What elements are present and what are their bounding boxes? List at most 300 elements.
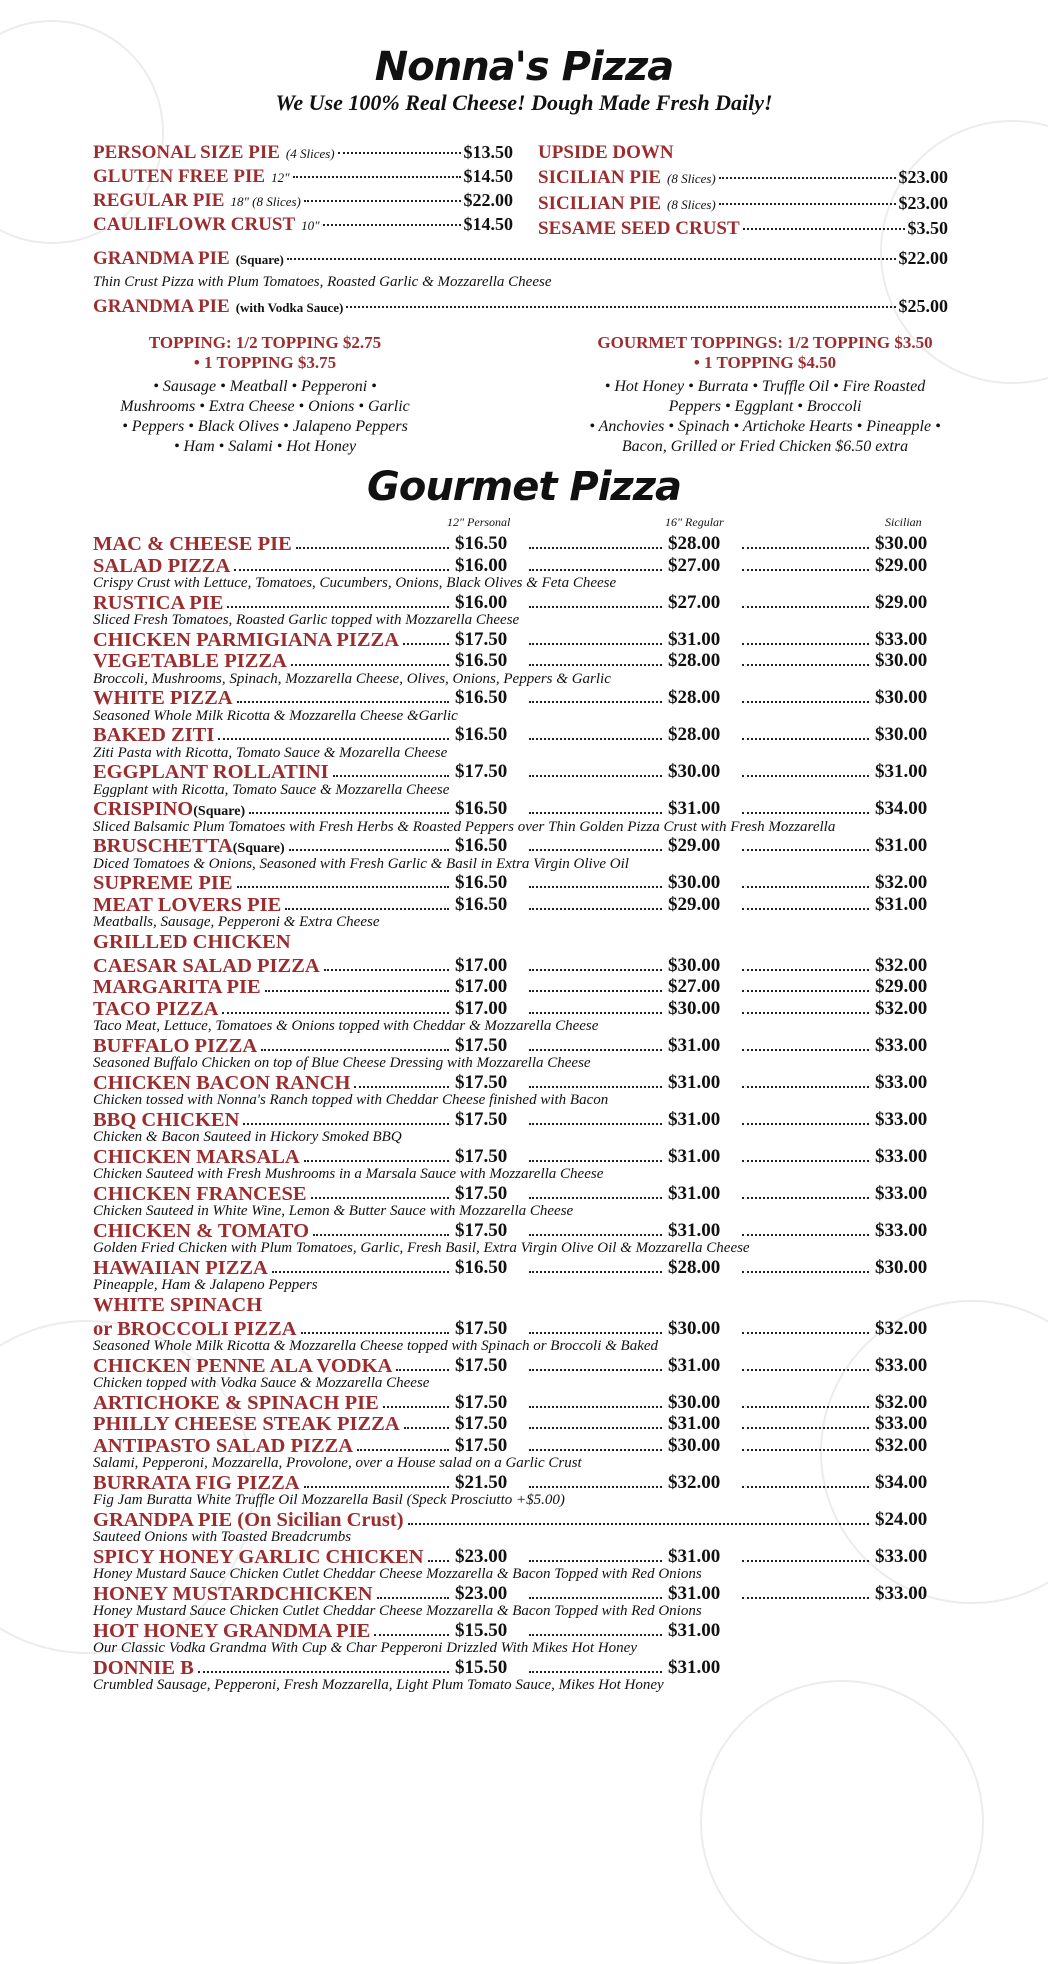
menu-item (93, 1472, 943, 1494)
item-price: $16.00 (455, 591, 508, 613)
item-note: 12" (271, 170, 290, 185)
leader-dots (742, 1449, 869, 1451)
item-price: $33.00 (875, 1354, 928, 1376)
leader-dots (742, 908, 869, 910)
item-name: CHICKEN MARSALA (93, 1145, 300, 1168)
list-item (93, 190, 513, 212)
item-price: $25.00 (898, 296, 948, 316)
item-name: EGGPLANT ROLLATINI (93, 761, 329, 783)
item-price: $21.50 (455, 1471, 508, 1493)
item-price: $15.50 (455, 1619, 508, 1641)
leader-dots (529, 1086, 662, 1088)
leader-dots (529, 990, 662, 992)
item-note: 10" (301, 218, 320, 233)
leader-dots (742, 1332, 869, 1334)
leader-dots (408, 1523, 869, 1525)
item-size-note: (Square) (193, 804, 246, 819)
item-description: Taco Meat, Lettuce, Tomatoes & Onions topped with Cheddar & Mozzarella Cheese (93, 1018, 599, 1034)
item-price: $17.00 (455, 976, 508, 997)
leader-dots (222, 1012, 449, 1014)
item-price: $22.00 (898, 248, 948, 268)
item-name: SPICY HONEY GARLIC CHICKEN (93, 1545, 424, 1568)
leader-dots (304, 1486, 449, 1488)
toppings-line: • Hot Honey • Burrata • Truffle Oil • Fire Roasted (604, 378, 926, 395)
leader-dots (742, 738, 869, 740)
item-price: $33.00 (875, 1034, 928, 1056)
item-description: Golden Fried Chicken with Plum Tomatoes, Garlic, Fresh Basil, Extra Virgin Olive Oil & Mozzarella Cheese (93, 1240, 750, 1256)
item-price: $32.00 (875, 1391, 928, 1413)
leader-dots (742, 701, 869, 703)
item-name: CHICKEN & TOMATO (93, 1219, 310, 1242)
item-price: $32.00 (668, 1471, 721, 1493)
item-price: $30.00 (668, 1391, 721, 1413)
item-name-prefix: WHITE SPINACH (93, 1293, 263, 1316)
menu-item (93, 650, 943, 672)
item-description: Salami, Pepperoni, Mozzarella, Provolone, over a House salad on a Garlic Crust (93, 1455, 582, 1471)
item-price: $16.50 (455, 1256, 508, 1278)
item-name: WHITE PIZZA (93, 687, 233, 709)
item-size-note: (Square) (232, 841, 285, 856)
item-name: REGULAR PIE (93, 190, 225, 211)
leader-dots (529, 738, 662, 740)
menu-item (93, 1620, 943, 1642)
item-price: $14.50 (463, 166, 513, 186)
item-price: $30.00 (668, 1434, 721, 1456)
leader-dots (237, 701, 449, 703)
menu-item (93, 976, 943, 998)
menu-item (93, 555, 943, 577)
item-name: CRISPINO(Square) (93, 798, 246, 820)
item-price: $33.00 (875, 1413, 928, 1434)
item-price: $17.50 (455, 1391, 508, 1413)
item-name: CHICKEN PENNE ALA VODKA (93, 1354, 393, 1377)
item-price: $17.50 (455, 1071, 508, 1093)
menu-item (93, 1318, 943, 1340)
item-name: MARGARITA PIE (93, 976, 261, 998)
menu-item (93, 592, 943, 614)
menu-item (93, 1546, 943, 1568)
leader-dots (529, 1560, 662, 1562)
list-item (538, 218, 948, 240)
leader-dots (529, 1160, 662, 1162)
leader-dots (529, 1234, 662, 1236)
leader-dots (357, 1449, 449, 1451)
item-price: $30.00 (875, 533, 928, 554)
list-item (93, 296, 948, 318)
item-price: $16.50 (455, 798, 508, 819)
item-name: BUFFALO PIZZA (93, 1034, 258, 1057)
item-description: Seasoned Whole Milk Ricotta & Mozzarella Cheese topped with Spinach or Broccoli & Baked (93, 1338, 659, 1354)
menu-item (93, 1509, 943, 1531)
gourmet-toppings-title: • 1 TOPPING $4.50 (693, 353, 837, 372)
list-item (93, 142, 513, 164)
leader-dots (304, 200, 461, 202)
leader-dots (742, 547, 869, 549)
item-price: $17.50 (455, 1219, 508, 1241)
leader-dots (742, 775, 869, 777)
item-price: $33.00 (875, 628, 928, 650)
menu-item (93, 1413, 943, 1435)
leader-dots (404, 1427, 449, 1429)
leader-dots (529, 1123, 662, 1125)
item-price: $31.00 (875, 835, 928, 856)
list-item (93, 248, 948, 270)
leader-dots (403, 643, 449, 645)
item-name: GLUTEN FREE PIE (93, 166, 266, 187)
leader-dots (529, 1634, 662, 1636)
item-price: $27.00 (668, 554, 721, 576)
item-price: $13.50 (463, 142, 513, 162)
item-description: Thin Crust Pizza with Plum Tomatoes, Roasted Garlic & Mozzarella Cheese (93, 274, 552, 290)
item-description: Ziti Pasta with Ricotta, Tomato Sauce & Mozarella Cheese (93, 744, 448, 761)
item-price: $31.00 (668, 1619, 721, 1641)
item-name: ARTICHOKE & SPINACH PIE (93, 1391, 379, 1414)
item-description: Honey Mustard Sauce Chicken Cutlet Cheddar Cheese Mozzarella & Bacon Topped with Red Onions (93, 1603, 702, 1619)
item-price: $30.00 (668, 954, 721, 976)
item-price: $31.00 (668, 1034, 721, 1056)
item-price: $28.00 (668, 533, 721, 554)
item-price: $24.00 (875, 1508, 928, 1530)
leader-dots (234, 569, 449, 571)
menu-item (93, 1257, 943, 1279)
leader-dots (346, 306, 895, 308)
item-name: HOT HONEY GRANDMA PIE (93, 1619, 371, 1642)
item-price: $31.00 (668, 1219, 721, 1241)
item-price: $17.50 (455, 1317, 508, 1339)
item-name: CAULIFLOWR CRUST (93, 214, 296, 235)
leader-dots (529, 886, 662, 888)
leader-dots (529, 664, 662, 666)
item-description: Our Classic Vodka Grandma With Cup & Char Pepperoni Drizzled With Mikes Hot Honey (93, 1640, 637, 1656)
leader-dots (529, 775, 662, 777)
leader-dots (529, 547, 662, 549)
item-description: Sliced Fresh Tomatoes, Roasted Garlic topped with Mozzarella Cheese (93, 612, 520, 628)
leader-dots (323, 224, 461, 226)
leader-dots (354, 1086, 449, 1088)
leader-dots (265, 990, 449, 992)
item-price: $14.50 (463, 214, 513, 234)
item-price: $28.00 (668, 724, 721, 745)
menu-item (93, 761, 943, 783)
item-description: Chicken tossed with Nonna's Ranch topped with Cheddar Cheese finished with Bacon (93, 1092, 609, 1108)
leader-dots (529, 908, 662, 910)
item-name: MEAT LOVERS PIE (93, 893, 282, 916)
item-name: HONEY MUSTARDCHICKEN (93, 1582, 373, 1605)
item-name: DONNIE B (93, 1656, 194, 1679)
menu-item (93, 724, 943, 746)
item-name: BBQ CHICKEN (93, 1108, 240, 1131)
leader-dots (529, 701, 662, 703)
item-price: $33.00 (875, 1545, 928, 1567)
leader-dots (742, 812, 869, 814)
toppings-line: • Sausage • Meatball • Pepperoni • (153, 378, 377, 395)
menu-item (93, 1392, 943, 1414)
leader-dots (289, 849, 449, 851)
upside-down-heading: UPSIDE DOWN (538, 142, 674, 163)
item-name: or BROCCOLI PIZZA (93, 1317, 297, 1340)
item-name: HAWAIIAN PIZZA (93, 1256, 268, 1279)
leader-dots (428, 1560, 449, 1562)
leader-dots (529, 1486, 662, 1488)
restaurant-name: Nonna's Pizza (374, 44, 674, 90)
item-description: Sliced Balsamic Plum Tomatoes with Fresh Herbs & Roasted Peppers over Thin Golden Pizza Crust with Fresh Mozzarella (93, 818, 836, 835)
item-price: $23.00 (898, 167, 948, 187)
item-name: ANTIPASTO SALAD PIZZA (93, 1434, 354, 1457)
item-name: PERSONAL SIZE PIE (93, 142, 280, 163)
item-name: SUPREME PIE (93, 872, 233, 894)
leader-dots (383, 1406, 449, 1408)
item-price: $34.00 (875, 798, 928, 819)
leader-dots (291, 664, 449, 666)
leader-dots (396, 1369, 449, 1371)
item-price: $33.00 (875, 1182, 928, 1204)
item-description: Fig Jam Buratta White Truffle Oil Mozzarella Basil (Speck Prosciutto +$5.00) (93, 1492, 565, 1508)
gourmet-toppings-title: GOURMET TOPPINGS: 1/2 TOPPING $3.50 (597, 333, 933, 352)
leader-dots (324, 969, 449, 971)
leader-dots (742, 1369, 869, 1371)
item-price: $16.50 (455, 724, 508, 745)
item-name: BRUSCHETTA(Square) (93, 835, 285, 857)
menu-item (93, 955, 943, 977)
item-price: $27.00 (668, 976, 721, 997)
item-name: GRANDMA PIE (93, 248, 230, 269)
item-price: $29.00 (875, 554, 928, 576)
item-price: $23.00 (455, 1545, 508, 1567)
leader-dots (742, 1049, 869, 1051)
item-price: $17.50 (455, 628, 508, 650)
item-price: $32.00 (875, 954, 928, 976)
list-item (93, 166, 513, 188)
item-description: Seasoned Whole Milk Ricotta & Mozzarella Cheese &Garlic (93, 707, 458, 724)
item-price: $27.00 (668, 591, 721, 613)
item-price: $29.00 (875, 591, 928, 613)
leader-dots (529, 1369, 662, 1371)
item-price: $17.50 (455, 1413, 508, 1434)
item-description: Chicken Sauteed in White Wine, Lemon & Butter Sauce with Mozzarella Cheese (93, 1203, 574, 1219)
item-name: BAKED ZITI (93, 724, 215, 746)
item-price: $31.00 (668, 628, 721, 650)
item-name: SICILIAN PIE (538, 167, 662, 188)
item-note: 18" (8 Slices) (230, 194, 301, 209)
item-price: $32.00 (875, 872, 928, 893)
leader-dots (296, 547, 449, 549)
leader-dots (529, 606, 662, 608)
item-name: SICILIAN PIE (538, 193, 662, 214)
item-note: (8 Slices) (667, 197, 716, 212)
item-description: Crumbled Sausage, Pepperoni, Fresh Mozzarella, Light Plum Tomato Sauce, Mikes Hot Honey (93, 1677, 664, 1693)
item-price: $32.00 (875, 1317, 928, 1339)
item-price: $23.00 (898, 193, 948, 213)
item-name: GRANDMA PIE (93, 296, 230, 317)
leader-dots (719, 177, 896, 179)
item-name: GRANDPA PIE (On Sicilian Crust) (93, 1508, 404, 1531)
menu-item (93, 1146, 943, 1168)
leader-dots (742, 1406, 869, 1408)
leader-dots (742, 1197, 869, 1199)
item-description: Honey Mustard Sauce Chicken Cutlet Cheddar Cheese Mozzarella & Bacon Topped with Red Onions (93, 1566, 702, 1582)
leader-dots (237, 886, 449, 888)
item-price: $33.00 (875, 1145, 928, 1167)
item-description: Meatballs, Sausage, Pepperoni & Extra Cheese (93, 914, 380, 930)
item-price: $31.00 (668, 1582, 721, 1604)
item-name: CHICKEN PARMIGIANA PIZZA (93, 628, 399, 651)
leader-dots (742, 1597, 869, 1599)
leader-dots (333, 775, 449, 777)
toppings-title: TOPPING: 1/2 TOPPING $2.75 (148, 333, 382, 352)
item-price: $33.00 (875, 1108, 928, 1130)
leader-dots (743, 228, 905, 230)
item-price: $31.00 (875, 761, 928, 782)
item-description: Eggplant with Ricotta, Tomato Sauce & Mozzarella Cheese (93, 781, 450, 798)
column-header-regular: 16" Regular (665, 515, 724, 529)
background-decoration (700, 1680, 984, 1964)
leader-dots (742, 1486, 869, 1488)
leader-dots (742, 1560, 869, 1562)
item-name: CAESAR SALAD PIZZA (93, 954, 320, 977)
menu-item (93, 1220, 943, 1242)
item-price: $31.00 (668, 1413, 721, 1434)
leader-dots (742, 886, 869, 888)
leader-dots (742, 849, 869, 851)
item-description: Seasoned Buffalo Chicken on top of Blue Cheese Dressing with Mozzarella Cheese (93, 1055, 591, 1071)
menu-item (93, 1183, 943, 1205)
item-description: Crispy Crust with Lettuce, Tomatoes, Cucumbers, Onions, Black Olives & Feta Cheese (93, 575, 617, 591)
menu-item (93, 1435, 943, 1457)
item-description: Broccoli, Mushrooms, Spinach, Mozzarella Cheese, Olives, Onions, Peppers & Garlic (93, 670, 611, 687)
leader-dots (742, 1086, 869, 1088)
menu-item (93, 1355, 943, 1377)
item-name: MAC & CHEESE PIE (93, 533, 292, 555)
item-price: $16.50 (455, 835, 508, 856)
menu-item (93, 687, 943, 709)
item-price: $31.00 (668, 1071, 721, 1093)
item-price: $34.00 (875, 1471, 928, 1493)
item-name: PHILLY CHEESE STEAK PIZZA (93, 1413, 400, 1435)
item-name-prefix: GRILLED CHICKEN (93, 930, 291, 953)
menu-item (93, 835, 943, 857)
leader-dots (529, 1012, 662, 1014)
leader-dots (272, 1271, 449, 1273)
item-price: $17.00 (455, 954, 508, 976)
leader-dots (218, 738, 449, 740)
leader-dots (338, 152, 461, 154)
toppings-section (60, 333, 470, 457)
leader-dots (529, 1671, 662, 1673)
leader-dots (742, 969, 869, 971)
item-price: $31.00 (668, 1354, 721, 1376)
toppings-line: • Peppers • Black Olives • Jalapeno Peppers (122, 418, 408, 435)
leader-dots (243, 1123, 449, 1125)
item-price: $31.00 (668, 1182, 721, 1204)
leader-dots (742, 1234, 869, 1236)
item-price: $28.00 (668, 687, 721, 708)
item-price: $17.50 (455, 1182, 508, 1204)
menu-item (93, 629, 943, 651)
menu-item (93, 894, 943, 916)
leader-dots (198, 1671, 449, 1673)
item-price: $30.00 (668, 1317, 721, 1339)
item-price: $29.00 (668, 835, 721, 856)
item-name: SESAME SEED CRUST (538, 218, 740, 239)
menu-item (93, 1035, 943, 1057)
leader-dots (742, 990, 869, 992)
menu-item (93, 798, 943, 820)
item-price: $31.00 (668, 1545, 721, 1567)
item-note: (8 Slices) (667, 171, 716, 186)
item-price: $17.50 (455, 761, 508, 782)
item-price: $16.50 (455, 687, 508, 708)
column-header-personal: 12" Personal (447, 515, 511, 529)
leader-dots (742, 1427, 869, 1429)
gourmet-title: Gourmet Pizza (367, 464, 681, 510)
item-name: VEGETABLE PIZZA (93, 650, 287, 672)
leader-dots (529, 643, 662, 645)
leader-dots (301, 1332, 449, 1334)
leader-dots (227, 606, 449, 608)
item-price: $3.50 (907, 218, 948, 238)
item-price: $23.00 (455, 1582, 508, 1604)
toppings-line: Mushrooms • Extra Cheese • Onions • Garlic (120, 398, 410, 415)
item-price: $30.00 (668, 761, 721, 782)
leader-dots (313, 1234, 449, 1236)
item-price: $30.00 (668, 997, 721, 1019)
leader-dots (742, 1160, 869, 1162)
leader-dots (742, 1012, 869, 1014)
leader-dots (529, 1332, 662, 1334)
leader-dots (742, 643, 869, 645)
item-price: $16.50 (455, 893, 508, 915)
item-price: $15.50 (455, 1656, 508, 1678)
item-price: $31.00 (668, 1108, 721, 1130)
column-header-sicilian: Sicilian (885, 515, 922, 529)
item-price: $17.50 (455, 1354, 508, 1376)
item-price: $16.50 (455, 872, 508, 893)
leader-dots (529, 1406, 662, 1408)
item-name: TACO PIZZA (93, 997, 219, 1020)
item-note: (4 Slices) (285, 146, 335, 161)
menu-item (93, 533, 943, 555)
item-price: $33.00 (875, 1582, 928, 1604)
leader-dots (304, 1160, 449, 1162)
item-price: $28.00 (668, 1256, 721, 1278)
item-price: $17.50 (455, 1108, 508, 1130)
item-price: $17.50 (455, 1434, 508, 1456)
leader-dots (249, 812, 449, 814)
item-price: $29.00 (875, 976, 928, 997)
toppings-line: • Ham • Salami • Hot Honey (173, 438, 357, 455)
leader-dots (293, 176, 461, 178)
leader-dots (374, 1634, 449, 1636)
list-item (538, 193, 948, 215)
leader-dots (261, 1049, 449, 1051)
leader-dots (742, 569, 869, 571)
leader-dots (742, 606, 869, 608)
item-price: $31.00 (875, 893, 928, 915)
item-price: $30.00 (875, 724, 928, 745)
leader-dots (742, 664, 869, 666)
leader-dots (287, 258, 896, 260)
item-price: $31.00 (668, 1145, 721, 1167)
item-name: SALAD PIZZA (93, 554, 231, 577)
menu-item (93, 1583, 943, 1605)
leader-dots (529, 569, 662, 571)
item-price: $17.50 (455, 1145, 508, 1167)
item-price: $28.00 (668, 650, 721, 671)
toppings-line: Peppers • Eggplant • Broccoli (668, 398, 862, 415)
gourmet-toppings-section (515, 333, 1015, 457)
item-price: $22.00 (463, 190, 513, 210)
item-price: $30.00 (875, 687, 928, 708)
